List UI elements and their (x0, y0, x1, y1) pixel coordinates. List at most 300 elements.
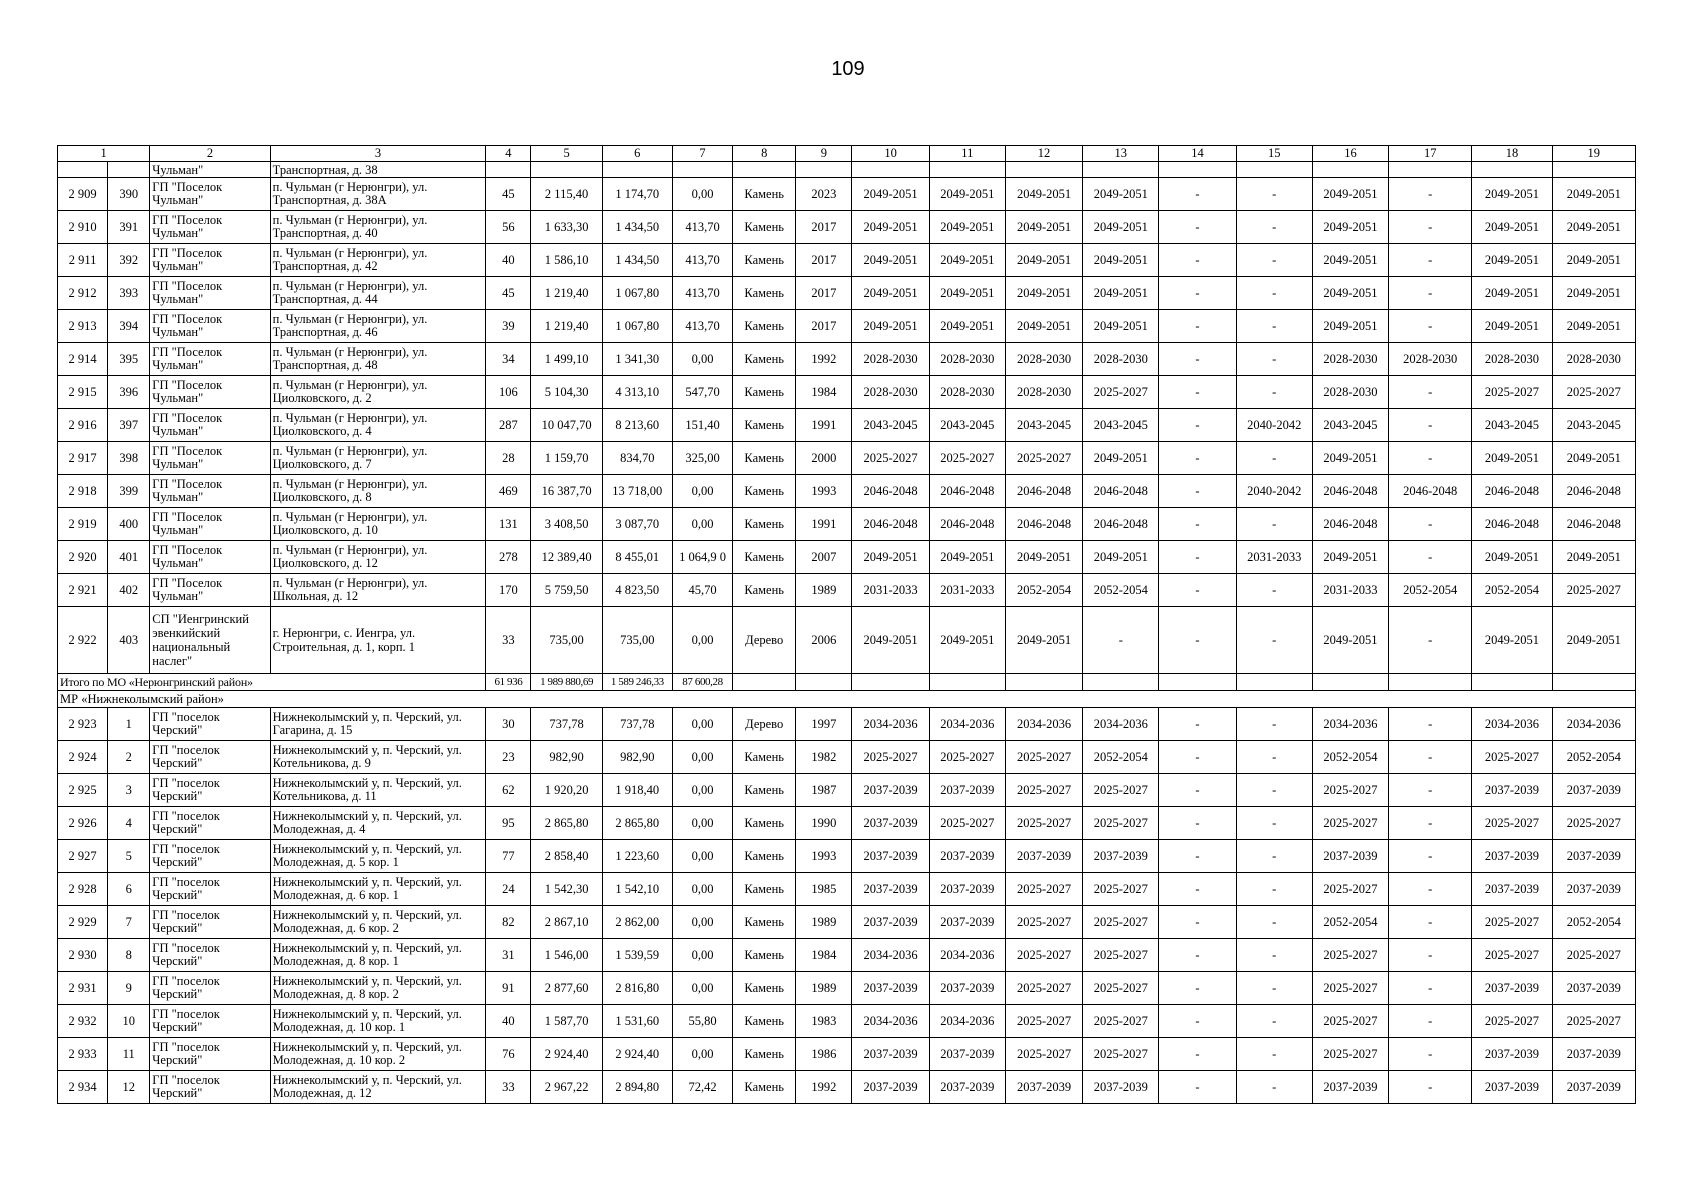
value-cell: 45 (486, 277, 531, 310)
table-cell (1159, 674, 1236, 691)
column-number: 3 (270, 146, 486, 162)
value-cell: 2006 (796, 607, 852, 674)
value-cell: 2 816,80 (602, 972, 672, 1005)
value-cell: 2049-2051 (1472, 211, 1552, 244)
item-number-cell: 4 (108, 807, 150, 840)
value-cell: 1982 (796, 741, 852, 774)
value-cell: 982,90 (602, 741, 672, 774)
value-cell: 2034-2036 (929, 708, 1005, 741)
address-cell: Нижнеколымский у, п. Черский, ул. Молодежная, д. 8 кор. 2 (270, 972, 486, 1005)
value-cell: - (1159, 1005, 1236, 1038)
value-cell: - (1389, 409, 1472, 442)
municipality-cell: ГП "Поселок Чульман" (150, 244, 270, 277)
value-cell: 2046-2048 (1472, 475, 1552, 508)
value-cell: 2034-2036 (852, 939, 929, 972)
value-cell: 2025-2027 (1005, 873, 1082, 906)
value-cell: 2049-2051 (1312, 277, 1388, 310)
value-cell: 91 (486, 972, 531, 1005)
value-cell: 1997 (796, 708, 852, 741)
table-row (58, 442, 1636, 475)
value-cell: 2052-2054 (1472, 574, 1552, 607)
row-number-cell: 2 909 (58, 178, 108, 211)
value-cell: 2046-2048 (929, 475, 1005, 508)
value-cell: Камень (733, 741, 796, 774)
value-cell: 2037-2039 (852, 840, 929, 873)
value-cell: 2049-2051 (1552, 541, 1635, 574)
value-cell: 2049-2051 (1083, 244, 1159, 277)
value-cell: - (1389, 442, 1472, 475)
value-cell: 2037-2039 (929, 1071, 1005, 1104)
value-cell: 2046-2048 (852, 475, 929, 508)
value-cell: 2025-2027 (1005, 774, 1082, 807)
value-cell: 2037-2039 (852, 1038, 929, 1071)
table-cell (1389, 162, 1472, 178)
value-cell: - (1236, 708, 1312, 741)
value-cell: 2037-2039 (1552, 774, 1635, 807)
value-cell: 287 (486, 409, 531, 442)
value-cell: 2037-2039 (1552, 840, 1635, 873)
value-cell: Камень (733, 244, 796, 277)
value-cell: - (1159, 475, 1236, 508)
table-row (58, 972, 1636, 1005)
municipality-cell: ГП "Поселок Чульман" (150, 475, 270, 508)
value-cell: 1 587,70 (531, 1005, 602, 1038)
value-cell: 1991 (796, 508, 852, 541)
table-row (58, 1005, 1636, 1038)
value-cell: 2049-2051 (852, 541, 929, 574)
total-row (58, 674, 1636, 691)
value-cell: - (1389, 708, 1472, 741)
row-number-cell: 2 930 (58, 939, 108, 972)
value-cell: 2034-2036 (929, 939, 1005, 972)
value-cell: 2037-2039 (852, 906, 929, 939)
value-cell: Камень (733, 939, 796, 972)
row-number-cell: 2 929 (58, 906, 108, 939)
column-number-row (58, 146, 1636, 162)
value-cell: 30 (486, 708, 531, 741)
value-cell: Камень (733, 376, 796, 409)
municipality-cell: ГП "поселок Черский" (150, 741, 270, 774)
value-cell: 2046-2048 (1552, 508, 1635, 541)
value-cell: Камень (733, 1005, 796, 1038)
value-cell: 1987 (796, 774, 852, 807)
value-cell: 413,70 (672, 277, 732, 310)
value-cell: 2052-2054 (1389, 574, 1472, 607)
value-cell: 2028-2030 (1005, 376, 1082, 409)
value-cell: 3 087,70 (602, 508, 672, 541)
value-cell: - (1159, 939, 1236, 972)
value-cell: 2049-2051 (1472, 541, 1552, 574)
value-cell: 2025-2027 (1552, 807, 1635, 840)
value-cell: 413,70 (672, 244, 732, 277)
value-cell: - (1159, 972, 1236, 1005)
value-cell: - (1389, 541, 1472, 574)
municipality-cell: ГП "поселок Черский" (150, 1071, 270, 1104)
value-cell: 2049-2051 (1312, 310, 1388, 343)
total-value: 87 600,28 (672, 674, 732, 691)
value-cell: 1986 (796, 1038, 852, 1071)
value-cell: 2025-2027 (1005, 972, 1082, 1005)
value-cell: 2 924,40 (602, 1038, 672, 1071)
value-cell: 2028-2030 (929, 376, 1005, 409)
value-cell: 2028-2030 (1005, 343, 1082, 376)
table-row (58, 508, 1636, 541)
address-cell: п. Чульман (г Нерюнгри), ул. Циолковского, д. 2 (270, 376, 486, 409)
value-cell: 2049-2051 (1472, 178, 1552, 211)
value-cell: 170 (486, 574, 531, 607)
section-header-row (58, 691, 1636, 708)
column-number: 16 (1312, 146, 1388, 162)
value-cell: 735,00 (602, 607, 672, 674)
value-cell: 1 223,60 (602, 840, 672, 873)
value-cell: 40 (486, 1005, 531, 1038)
value-cell: 1 219,40 (531, 277, 602, 310)
value-cell: 2037-2039 (929, 873, 1005, 906)
row-number-cell: 2 921 (58, 574, 108, 607)
value-cell: - (1389, 741, 1472, 774)
item-number-cell: 1 (108, 708, 150, 741)
value-cell: 1 633,30 (531, 211, 602, 244)
value-cell: - (1389, 1038, 1472, 1071)
value-cell: 2037-2039 (852, 873, 929, 906)
row-number-cell: 2 919 (58, 508, 108, 541)
value-cell: 5 104,30 (531, 376, 602, 409)
value-cell: - (1159, 873, 1236, 906)
table-row (58, 1071, 1636, 1104)
value-cell: 2025-2027 (1083, 807, 1159, 840)
value-cell: 2049-2051 (1312, 541, 1388, 574)
value-cell: 2031-2033 (852, 574, 929, 607)
value-cell: - (1389, 939, 1472, 972)
value-cell: 2052-2054 (1312, 906, 1388, 939)
table-cell (672, 162, 732, 178)
value-cell: - (1083, 607, 1159, 674)
value-cell: Камень (733, 211, 796, 244)
value-cell: 0,00 (672, 774, 732, 807)
value-cell: - (1159, 277, 1236, 310)
value-cell: 2025-2027 (1005, 1038, 1082, 1071)
row-number-cell: 2 920 (58, 541, 108, 574)
value-cell: 2025-2027 (1472, 807, 1552, 840)
table-cell (1005, 674, 1082, 691)
address-cell: Нижнеколымский у, п. Черский, ул. Молодежная, д. 6 кор. 1 (270, 873, 486, 906)
value-cell: 1 918,40 (602, 774, 672, 807)
value-cell: 2025-2027 (1472, 939, 1552, 972)
value-cell: 1989 (796, 574, 852, 607)
municipality-cell: ГП "поселок Черский" (150, 906, 270, 939)
value-cell: 4 823,50 (602, 574, 672, 607)
value-cell: 16 387,70 (531, 475, 602, 508)
value-cell: - (1389, 1071, 1472, 1104)
item-number-cell: 397 (108, 409, 150, 442)
value-cell: - (1236, 574, 1312, 607)
table-cell (58, 162, 108, 178)
value-cell: 0,00 (672, 475, 732, 508)
row-number-cell: 2 924 (58, 741, 108, 774)
value-cell: - (1159, 310, 1236, 343)
table-cell (1312, 674, 1388, 691)
value-cell: 2031-2033 (1312, 574, 1388, 607)
value-cell: 2052-2054 (1083, 741, 1159, 774)
value-cell: 2037-2039 (929, 840, 1005, 873)
value-cell: 2025-2027 (1312, 774, 1388, 807)
address-cell: Нижнеколымский у, п. Черский, ул. Гагарина, д. 15 (270, 708, 486, 741)
municipality-cell: ГП "Поселок Чульман" (150, 508, 270, 541)
value-cell: - (1236, 607, 1312, 674)
value-cell: 0,00 (672, 741, 732, 774)
value-cell: 2025-2027 (1005, 1005, 1082, 1038)
value-cell: - (1159, 607, 1236, 674)
value-cell: 2028-2030 (1389, 343, 1472, 376)
value-cell: 2 894,80 (602, 1071, 672, 1104)
value-cell: 45 (486, 178, 531, 211)
value-cell: 0,00 (672, 906, 732, 939)
address-cell: п. Чульман (г Нерюнгри), ул. Школьная, д. 12 (270, 574, 486, 607)
table-cell (1236, 162, 1312, 178)
value-cell: 2028-2030 (1552, 343, 1635, 376)
value-cell: 28 (486, 442, 531, 475)
value-cell: 1989 (796, 906, 852, 939)
value-cell: - (1159, 774, 1236, 807)
municipality-cell: Чульман" (150, 162, 270, 178)
table-cell (852, 162, 929, 178)
municipality-cell: ГП "Поселок Чульман" (150, 541, 270, 574)
page-number: 109 (831, 58, 865, 80)
row-number-cell: 2 927 (58, 840, 108, 873)
item-number-cell: 5 (108, 840, 150, 873)
value-cell: - (1236, 343, 1312, 376)
value-cell: 2049-2051 (852, 277, 929, 310)
column-number: 9 (796, 146, 852, 162)
item-number-cell: 403 (108, 607, 150, 674)
row-number-cell: 2 912 (58, 277, 108, 310)
value-cell: Камень (733, 873, 796, 906)
table-body (58, 146, 1636, 1104)
value-cell: 2 865,80 (602, 807, 672, 840)
value-cell: 2049-2051 (852, 211, 929, 244)
value-cell: 2046-2048 (1005, 508, 1082, 541)
value-cell: 0,00 (672, 178, 732, 211)
value-cell: 1 434,50 (602, 244, 672, 277)
item-number-cell: 399 (108, 475, 150, 508)
value-cell: 982,90 (531, 741, 602, 774)
address-cell: Транспортная, д. 38 (270, 162, 486, 178)
value-cell: 2049-2051 (1552, 607, 1635, 674)
value-cell: Камень (733, 277, 796, 310)
value-cell: 2037-2039 (1472, 774, 1552, 807)
value-cell: Дерево (733, 708, 796, 741)
table-row (58, 1038, 1636, 1071)
table-row (58, 178, 1636, 211)
value-cell: 2049-2051 (1312, 244, 1388, 277)
value-cell: - (1389, 244, 1472, 277)
row-number-cell: 2 922 (58, 607, 108, 674)
value-cell: 1990 (796, 807, 852, 840)
value-cell: - (1159, 840, 1236, 873)
value-cell: 1 920,20 (531, 774, 602, 807)
value-cell: 0,00 (672, 840, 732, 873)
value-cell: 2049-2051 (852, 310, 929, 343)
value-cell: 1 542,10 (602, 873, 672, 906)
value-cell: 0,00 (672, 343, 732, 376)
value-cell: 2025-2027 (1312, 873, 1388, 906)
value-cell: 151,40 (672, 409, 732, 442)
table-cell (852, 674, 929, 691)
value-cell: 2025-2027 (1083, 972, 1159, 1005)
value-cell: 2025-2027 (1312, 807, 1388, 840)
row-number-cell: 2 928 (58, 873, 108, 906)
value-cell: 2046-2048 (1389, 475, 1472, 508)
value-cell: 2049-2051 (1083, 277, 1159, 310)
column-number: 12 (1005, 146, 1082, 162)
value-cell: - (1389, 774, 1472, 807)
value-cell: - (1236, 1071, 1312, 1104)
value-cell: 2037-2039 (1472, 1038, 1552, 1071)
value-cell: 2037-2039 (1472, 840, 1552, 873)
value-cell: 1993 (796, 475, 852, 508)
address-cell: Нижнеколымский у, п. Черский, ул. Молодежная, д. 8 кор. 1 (270, 939, 486, 972)
table-cell (1472, 162, 1552, 178)
value-cell: 2037-2039 (1083, 840, 1159, 873)
value-cell: 2034-2036 (1552, 708, 1635, 741)
value-cell: 4 313,10 (602, 376, 672, 409)
value-cell: 13 718,00 (602, 475, 672, 508)
value-cell: 0,00 (672, 1038, 732, 1071)
value-cell: 2025-2027 (929, 741, 1005, 774)
value-cell: 2025-2027 (1472, 376, 1552, 409)
value-cell: 2025-2027 (1312, 972, 1388, 1005)
municipality-cell: ГП "поселок Черский" (150, 1038, 270, 1071)
value-cell: Камень (733, 840, 796, 873)
value-cell: 2034-2036 (1472, 708, 1552, 741)
value-cell: 2049-2051 (1552, 211, 1635, 244)
column-number: 6 (602, 146, 672, 162)
item-number-cell: 3 (108, 774, 150, 807)
value-cell: 10 047,70 (531, 409, 602, 442)
item-number-cell: 8 (108, 939, 150, 972)
value-cell: 2049-2051 (929, 607, 1005, 674)
municipality-cell: ГП "Поселок Чульман" (150, 178, 270, 211)
value-cell: 2037-2039 (1005, 840, 1082, 873)
value-cell: 2049-2051 (929, 310, 1005, 343)
table-cell (1472, 674, 1552, 691)
value-cell: 1 542,30 (531, 873, 602, 906)
value-cell: - (1389, 508, 1472, 541)
value-cell: - (1389, 873, 1472, 906)
value-cell: - (1236, 774, 1312, 807)
address-cell: Нижнеколымский у, п. Черский, ул. Молодежная, д. 10 кор. 2 (270, 1038, 486, 1071)
municipality-cell: ГП "поселок Черский" (150, 774, 270, 807)
value-cell: 2025-2027 (1472, 906, 1552, 939)
table-cell (1389, 674, 1472, 691)
value-cell: 2025-2027 (1083, 873, 1159, 906)
value-cell: 2040-2042 (1236, 475, 1312, 508)
value-cell: 2043-2045 (1552, 409, 1635, 442)
value-cell: 1993 (796, 840, 852, 873)
value-cell: - (1236, 178, 1312, 211)
value-cell: 2028-2030 (929, 343, 1005, 376)
value-cell: 2043-2045 (929, 409, 1005, 442)
value-cell: Камень (733, 807, 796, 840)
table-cell (796, 162, 852, 178)
value-cell: 547,70 (672, 376, 732, 409)
value-cell: - (1389, 277, 1472, 310)
row-number-cell: 2 932 (58, 1005, 108, 1038)
column-number: 7 (672, 146, 732, 162)
value-cell: 2043-2045 (1312, 409, 1388, 442)
value-cell: 2046-2048 (1312, 475, 1388, 508)
value-cell: - (1389, 1005, 1472, 1038)
value-cell: 45,70 (672, 574, 732, 607)
table-cell (929, 674, 1005, 691)
table-row (58, 343, 1636, 376)
item-number-cell: 7 (108, 906, 150, 939)
value-cell: 1 546,00 (531, 939, 602, 972)
value-cell: - (1236, 310, 1312, 343)
value-cell: 2025-2027 (1552, 376, 1635, 409)
value-cell: - (1236, 442, 1312, 475)
value-cell: 2017 (796, 277, 852, 310)
value-cell: Камень (733, 774, 796, 807)
value-cell: 0,00 (672, 939, 732, 972)
value-cell: - (1159, 741, 1236, 774)
value-cell: 2049-2051 (1472, 244, 1552, 277)
value-cell: 2037-2039 (1472, 873, 1552, 906)
row-number-cell: 2 925 (58, 774, 108, 807)
total-value: 1 989 880,69 (531, 674, 602, 691)
address-cell: Нижнеколымский у, п. Черский, ул. Молодежная, д. 4 (270, 807, 486, 840)
value-cell: 2034-2036 (852, 708, 929, 741)
value-cell: 2 877,60 (531, 972, 602, 1005)
item-number-cell: 394 (108, 310, 150, 343)
value-cell: 2025-2027 (1312, 939, 1388, 972)
value-cell: 2037-2039 (1083, 1071, 1159, 1104)
value-cell: 2049-2051 (1005, 541, 1082, 574)
value-cell: 2025-2027 (929, 442, 1005, 475)
value-cell: 2049-2051 (1552, 244, 1635, 277)
value-cell: - (1159, 244, 1236, 277)
value-cell: 2034-2036 (1083, 708, 1159, 741)
value-cell: 469 (486, 475, 531, 508)
table-cell (108, 162, 150, 178)
item-number-cell: 400 (108, 508, 150, 541)
value-cell: 2028-2030 (852, 376, 929, 409)
value-cell: 2 967,22 (531, 1071, 602, 1104)
value-cell: - (1159, 343, 1236, 376)
value-cell: 1 499,10 (531, 343, 602, 376)
address-cell: Нижнеколымский у, п. Черский, ул. Котельникова, д. 9 (270, 741, 486, 774)
value-cell: 2046-2048 (1472, 508, 1552, 541)
value-cell: 2025-2027 (1472, 1005, 1552, 1038)
table-cell (1552, 674, 1635, 691)
section-title: МР «Нижнеколымский район» (58, 691, 1636, 708)
value-cell: - (1236, 376, 1312, 409)
address-cell: п. Чульман (г Нерюнгри), ул. Циолковского, д. 12 (270, 541, 486, 574)
value-cell: Камень (733, 178, 796, 211)
value-cell: 2049-2051 (1312, 607, 1388, 674)
municipality-cell: ГП "Поселок Чульман" (150, 409, 270, 442)
value-cell: 0,00 (672, 708, 732, 741)
value-cell: 2049-2051 (1005, 607, 1082, 674)
value-cell: 2023 (796, 178, 852, 211)
value-cell: 2037-2039 (929, 1038, 1005, 1071)
column-number: 11 (929, 146, 1005, 162)
value-cell: 834,70 (602, 442, 672, 475)
municipality-cell: ГП "Поселок Чульман" (150, 442, 270, 475)
value-cell: 77 (486, 840, 531, 873)
column-number: 1 (58, 146, 150, 162)
item-number-cell: 2 (108, 741, 150, 774)
